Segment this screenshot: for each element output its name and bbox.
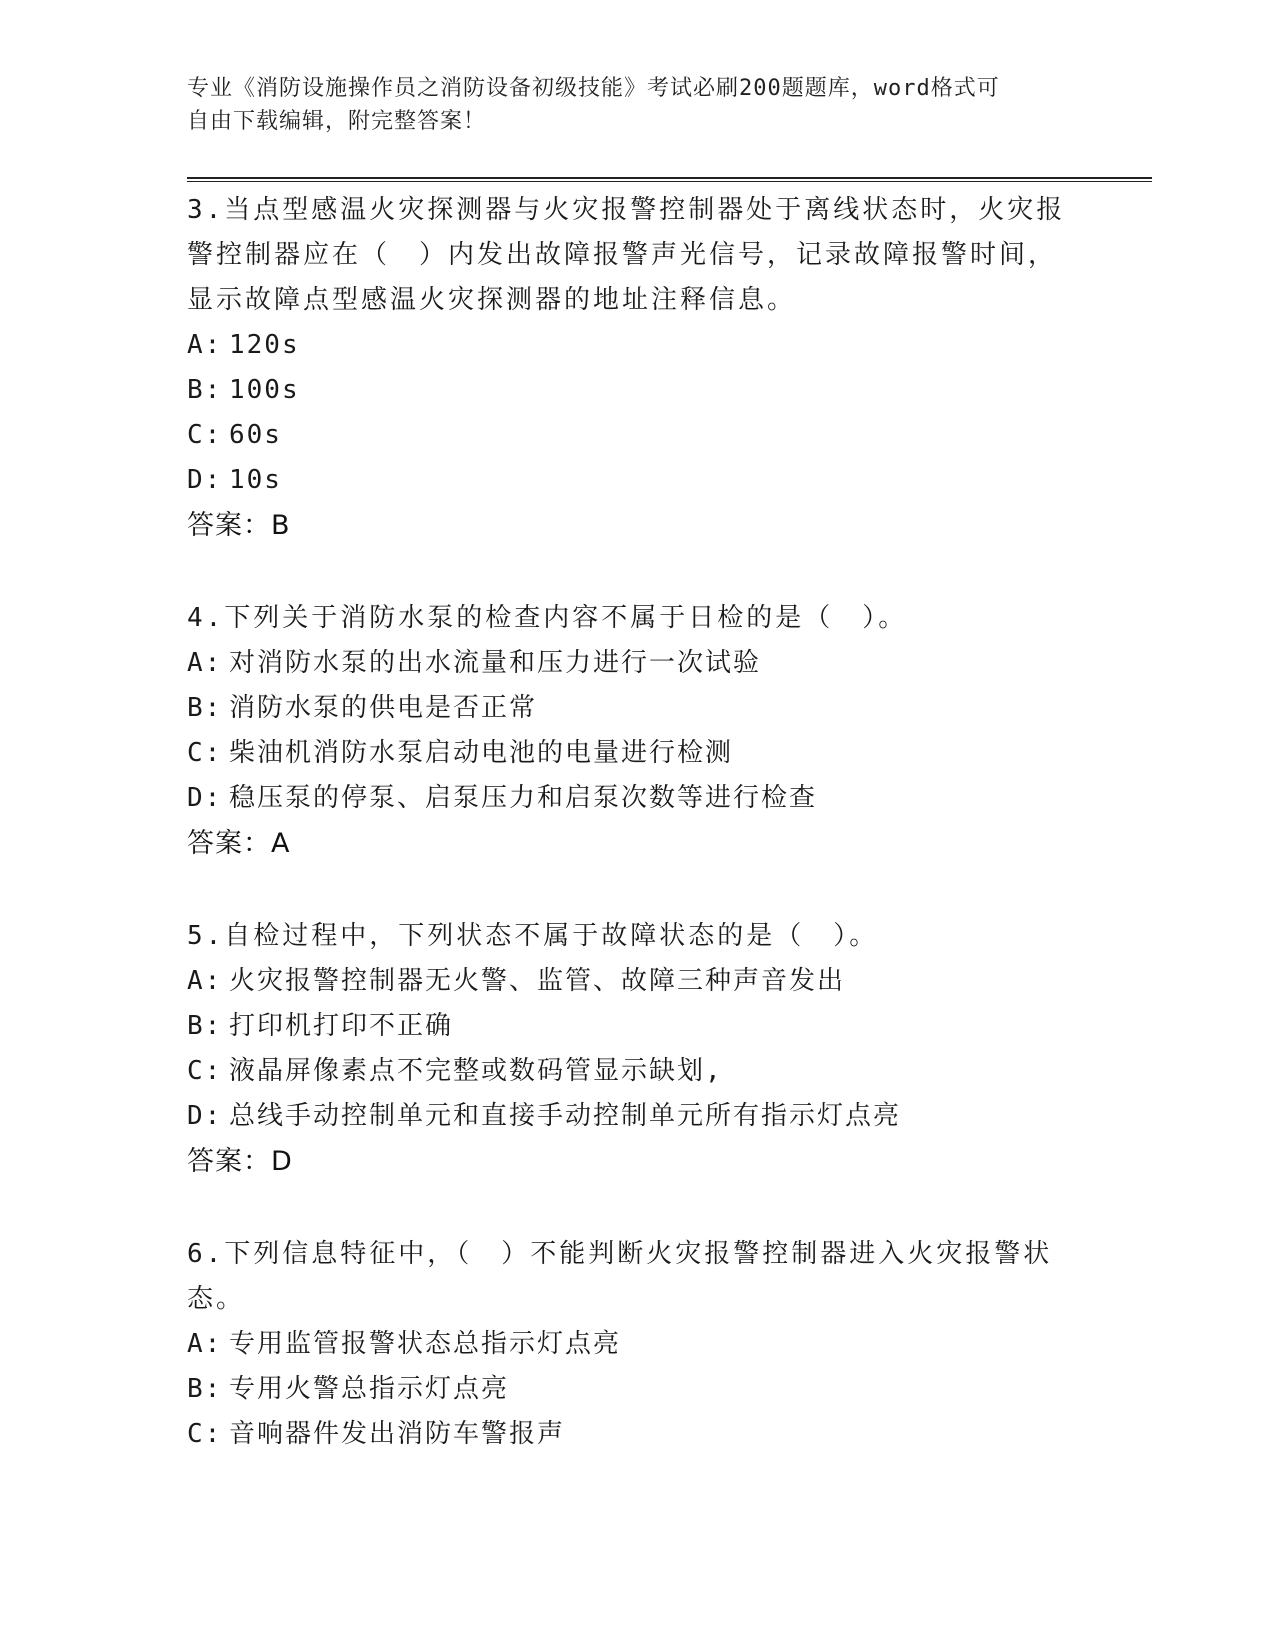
question-stem-line: 态。 bbox=[187, 1284, 246, 1314]
option-text: 60s bbox=[229, 420, 282, 450]
question-4 bbox=[187, 596, 1107, 866]
question-stem-line: 4.下列关于消防水泵的检查内容不属于日检的是（ ）。 bbox=[187, 603, 908, 633]
option-text: 专用监管报警状态总指示灯点亮 bbox=[229, 1329, 622, 1359]
question-stem-line: 警控制器应在（ ）内发出故障报警声光信号，记录故障报警时间， bbox=[187, 240, 1058, 270]
option-letter: B: bbox=[187, 375, 223, 405]
question-stem bbox=[187, 914, 1107, 959]
option-c bbox=[187, 1049, 1107, 1094]
answer-line: 答案：A bbox=[187, 828, 291, 859]
option-d bbox=[187, 1094, 1107, 1139]
question-stem-line: 5.自检过程中，下列状态不属于故障状态的是（ ）。 bbox=[187, 921, 879, 951]
option-letter: C: bbox=[187, 738, 223, 768]
option-d bbox=[187, 458, 1107, 503]
option-letter: D: bbox=[187, 465, 223, 495]
option-text: 音响器件发出消防车警报声 bbox=[229, 1419, 566, 1449]
option-text: 10s bbox=[229, 465, 282, 495]
option-text: 液晶屏像素点不完整或数码管显示缺划, bbox=[229, 1056, 723, 1086]
option-text: 总线手动控制单元和直接手动控制单元所有指示灯点亮 bbox=[229, 1101, 902, 1131]
option-a bbox=[187, 323, 1107, 368]
option-letter: A: bbox=[187, 330, 223, 360]
option-d bbox=[187, 776, 1107, 821]
option-text: 火灾报警控制器无火警、监管、故障三种声音发出 bbox=[229, 966, 846, 996]
option-b bbox=[187, 368, 1107, 413]
option-c bbox=[187, 413, 1107, 458]
header-line-2: 自由下载编辑，附完整答案！ bbox=[187, 109, 487, 134]
option-text: 消防水泵的供电是否正常 bbox=[229, 693, 538, 723]
document-header bbox=[187, 72, 1067, 138]
question-stem bbox=[187, 1232, 1107, 1322]
question-stem-line: 6.下列信息特征中，（ ）不能判断火灾报警控制器进入火灾报警状 bbox=[187, 1239, 1053, 1269]
option-a bbox=[187, 641, 1107, 686]
option-b bbox=[187, 1367, 1107, 1412]
option-letter: A: bbox=[187, 648, 223, 678]
question-stem-line: 3.当点型感温火灾探测器与火灾报警控制器处于离线状态时，火灾报 bbox=[187, 195, 1066, 225]
header-line-1: 专业《消防设施操作员之消防设备初级技能》考试必刷200题题库，word格式可 bbox=[187, 76, 1000, 101]
option-b bbox=[187, 1004, 1107, 1049]
option-letter: A: bbox=[187, 1329, 223, 1359]
option-a bbox=[187, 959, 1107, 1004]
answer-line: 答案：D bbox=[187, 1146, 293, 1177]
option-letter: B: bbox=[187, 693, 223, 723]
option-text: 稳压泵的停泵、启泵压力和启泵次数等进行检查 bbox=[229, 783, 818, 813]
option-c bbox=[187, 731, 1107, 776]
option-text: 专用火警总指示灯点亮 bbox=[229, 1374, 510, 1404]
question-stem-line: 显示故障点型感温火灾探测器的地址注释信息。 bbox=[187, 285, 797, 315]
option-a bbox=[187, 1322, 1107, 1367]
question-6 bbox=[187, 1232, 1107, 1457]
option-text: 120s bbox=[229, 330, 300, 360]
option-letter: B: bbox=[187, 1011, 223, 1041]
header-divider bbox=[187, 177, 1152, 182]
option-b bbox=[187, 686, 1107, 731]
option-text: 柴油机消防水泵启动电池的电量进行检测 bbox=[229, 738, 734, 768]
question-5 bbox=[187, 914, 1107, 1184]
option-letter: B: bbox=[187, 1374, 223, 1404]
question-stem bbox=[187, 596, 1107, 641]
question-stem bbox=[187, 188, 1107, 323]
option-letter: D: bbox=[187, 783, 223, 813]
option-text: 打印机打印不正确 bbox=[229, 1011, 454, 1041]
option-letter: C: bbox=[187, 1056, 223, 1086]
option-letter: C: bbox=[187, 1419, 223, 1449]
option-letter: A: bbox=[187, 966, 223, 996]
answer-line: 答案：B bbox=[187, 510, 291, 541]
option-letter: D: bbox=[187, 1101, 223, 1131]
question-3 bbox=[187, 188, 1107, 548]
question-list bbox=[187, 188, 1107, 1505]
option-text: 100s bbox=[229, 375, 300, 405]
option-c bbox=[187, 1412, 1107, 1457]
option-letter: C: bbox=[187, 420, 223, 450]
option-text: 对消防水泵的出水流量和压力进行一次试验 bbox=[229, 648, 762, 678]
